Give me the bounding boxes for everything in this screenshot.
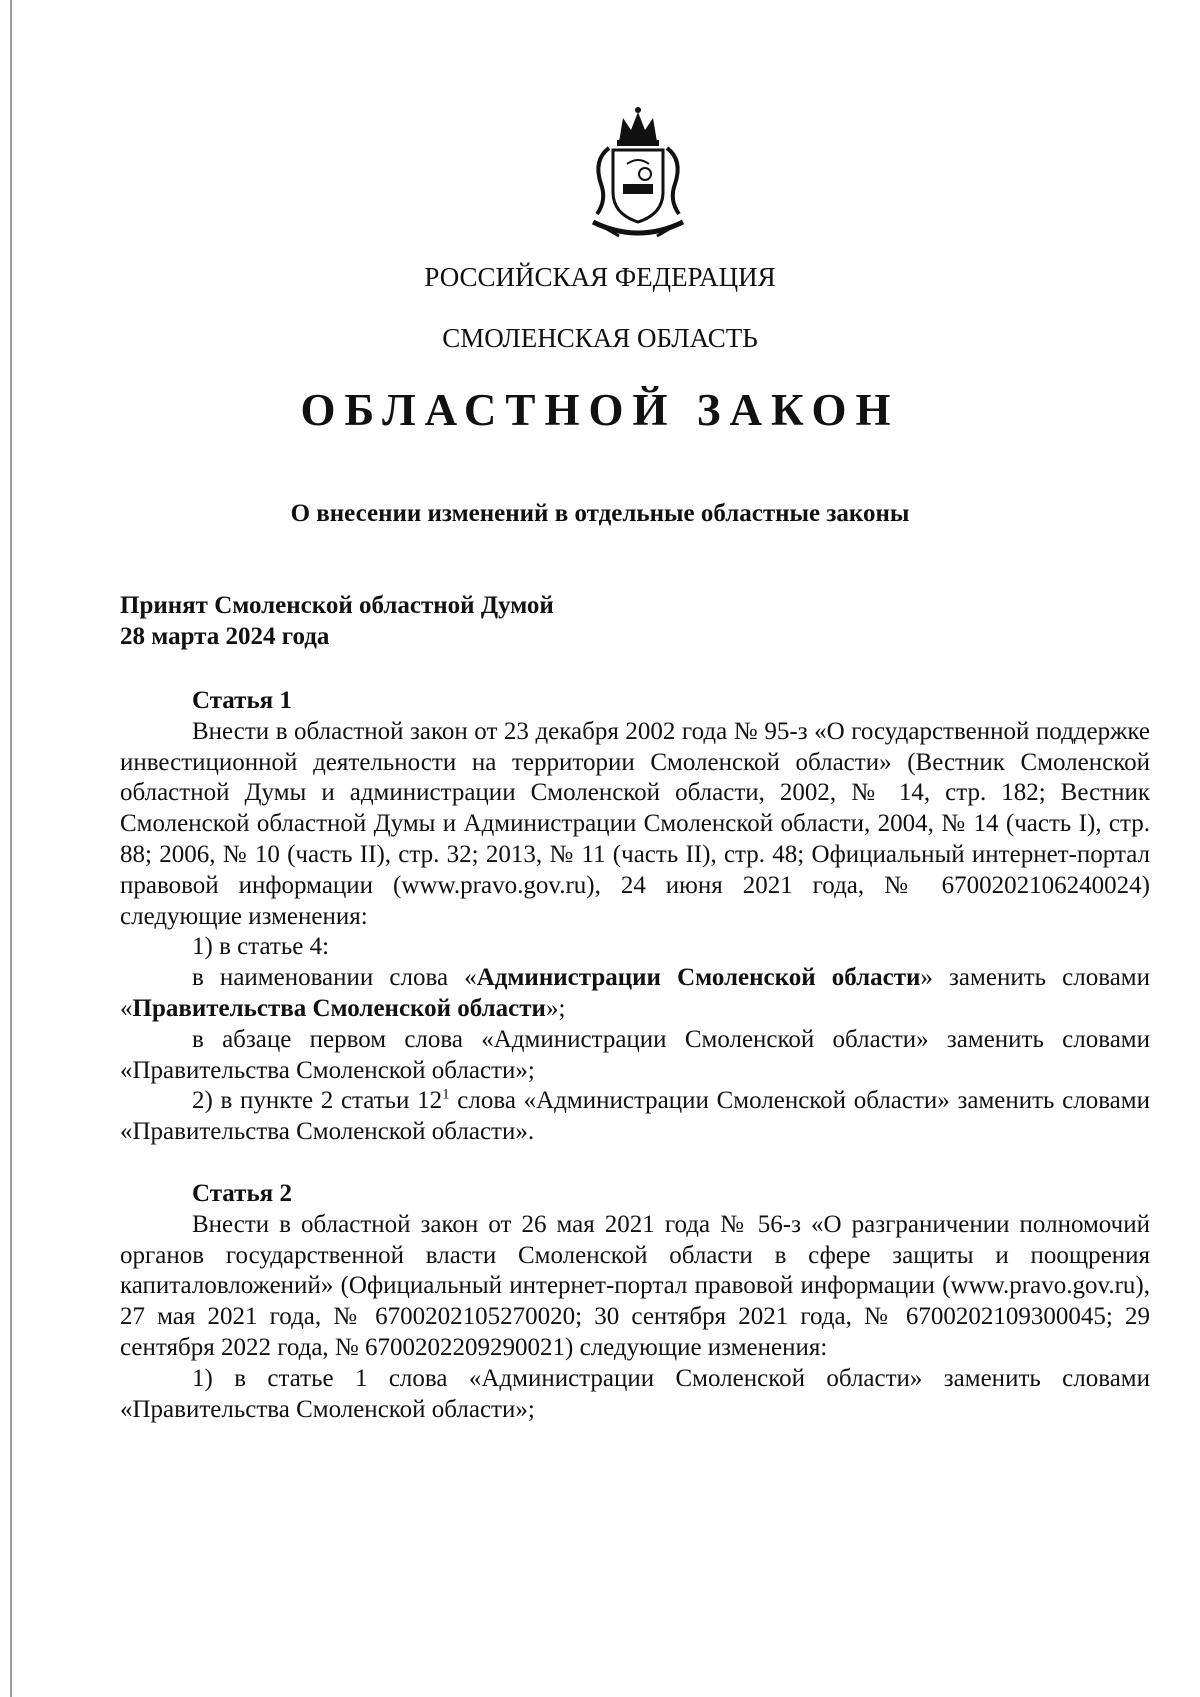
article-2-intro: Внести в областной закон от 26 мая 2021 года № 56-з «О разграничении полномочий органов государственной власти Смоленской области в сфере защиты и поощрения капиталовложений» (Официальный интернет-портал правовой информации (www.pravo.gov.ru), 27 мая 2021 года, № 6700202105270020; 30 сентября 2021 года, № 6700202109300045; 29 сентября 2022 года, № 6700202209290021) следующие изменения: <box>120 1210 1150 1361</box>
adoption-date: 28 марта 2024 года <box>120 623 330 650</box>
adoption-body: Принят Смоленской областной Думой <box>120 592 554 619</box>
document-type: ОБЛАСТНОЙ ЗАКОН <box>300 385 900 435</box>
article-1-item-2 <box>120 1086 1150 1148</box>
article-2-item-1: 1) в статье 1 слова «Администрации Смоленской области» заменить словами «Правительства Смоленской области»; <box>120 1364 1150 1423</box>
adoption-note <box>120 590 554 652</box>
article-1-item-1-b: в абзаце первом слова «Администрации Смоленской области» заменить словами «Правительства Смоленской области»; <box>120 1025 1150 1084</box>
bold-fragment: Администрации Смоленской области <box>476 964 921 992</box>
region-name: СМОЛЕНСКАЯ ОБЛАСТЬ <box>442 323 758 353</box>
superscript: 1 <box>442 1087 450 1104</box>
page-edge-line <box>10 0 12 1697</box>
text-fragment: слова «Администрации Смоленской области» заменить словами «Правительства Смоленской области». <box>120 1087 1150 1146</box>
article-1-item-1: 1) в статье 4: <box>192 933 330 961</box>
text-fragment: 2) в пункте 2 статьи 12 <box>192 1087 443 1115</box>
law-title: О внесении изменений в отдельные областные законы <box>290 500 910 527</box>
spacer <box>120 1148 1150 1179</box>
country-name: РОССИЙСКАЯ ФЕДЕРАЦИЯ <box>424 262 776 292</box>
article-2-heading: Статья 2 <box>192 1179 292 1207</box>
text-fragment: »; <box>545 994 566 1022</box>
article-1-intro: Внести в областной закон от 23 декабря 2002 года № 95-з «О государственной поддержке инвестиционной деятельности на территории Смоленской области» (Вестник Смоленской областной Думы и администрации Смоленской области, 2002, № 14, стр. 182; Вестник Смоленской областной Думы и Администрации Смоленской области, 2004, № 14 (часть I), стр. 88; 2006, № 10 (часть II), стр. 32; 2013, № 11 (часть II), стр. 48; Официальный интернет-портал правовой информации (www.pravo.gov.ru), 24 июня 2021 года, № 6700202106240024) следующие изменения: <box>120 717 1150 930</box>
coat-of-arms-icon <box>579 104 697 246</box>
article-1-item-1-a <box>120 963 1150 1025</box>
text-fragment: » заменить словами « <box>120 964 1150 1022</box>
bold-fragment: Правительства Смоленской области <box>132 994 546 1022</box>
article-1-heading: Статья 1 <box>192 687 292 714</box>
law-body <box>120 686 1150 1425</box>
text-fragment: в наименовании слова « <box>192 964 477 992</box>
